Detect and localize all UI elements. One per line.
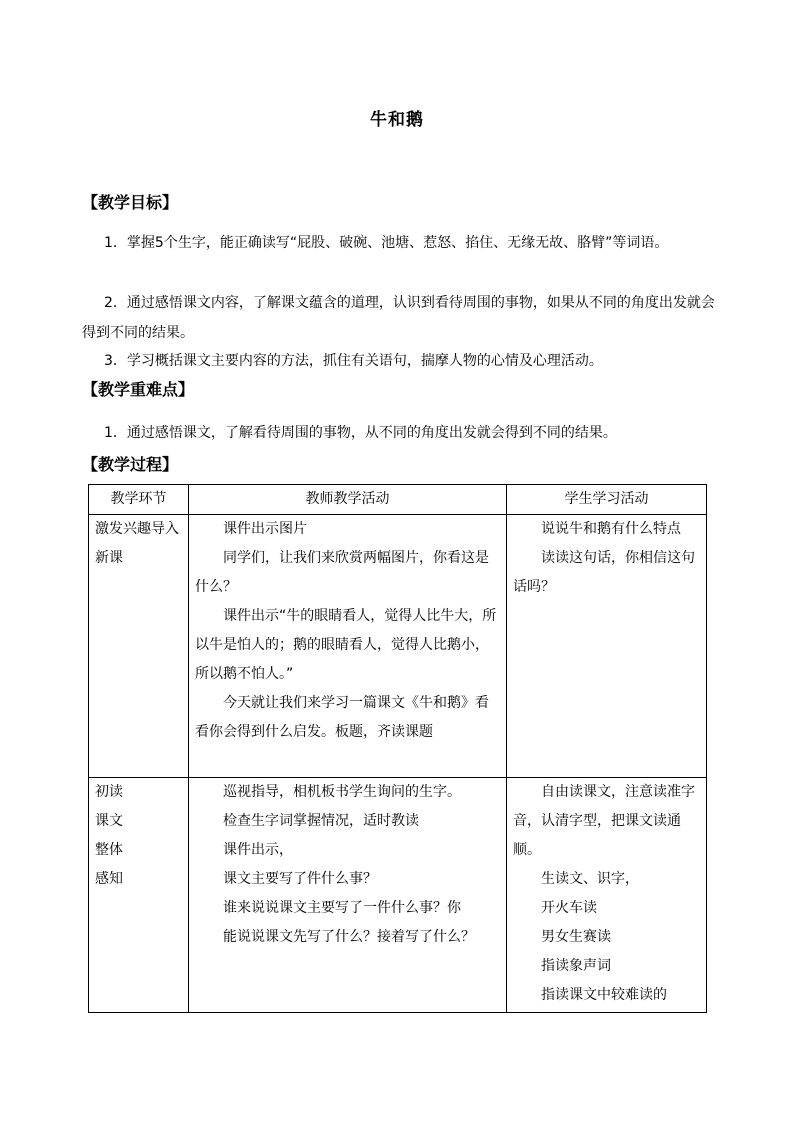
key-point-item-1: 1．通过感悟课文，了解看待周围的事物，从不同的角度出发就会得到不同的结果。 — [104, 425, 617, 441]
teaching-process-table — [88, 484, 707, 1013]
table-row — [89, 515, 707, 778]
teacher-line: 课件出示， — [223, 842, 293, 858]
student-cell — [507, 515, 707, 778]
teacher-line: 课件出示图片 — [223, 521, 307, 537]
stage-cell — [89, 515, 189, 778]
teacher-line: 检查生字词掌握情况，适时教读 — [223, 813, 419, 829]
table-row — [89, 778, 707, 1013]
teacher-cell — [189, 778, 507, 1013]
header-stage: 教学环节 — [89, 485, 189, 515]
student-line: 说说牛和鹅有什么特点 — [541, 521, 681, 537]
document-title: 牛和鹅 — [370, 110, 424, 130]
student-line: 读读这句话，你相信这句话吗？ — [513, 550, 695, 595]
goals-heading: 【教学目标】 — [82, 193, 179, 212]
stage-label-line: 课文 — [95, 813, 123, 829]
stage-label: 激发兴趣导入新课 — [95, 521, 179, 566]
teacher-line: 巡视指导，相机板书学生询问的生字。 — [223, 784, 461, 800]
header-teacher: 教师教学活动 — [189, 485, 507, 515]
goal-item-3: 3．学习概括课文主要内容的方法，抓住有关语句，揣摩人物的心情及心理活动。 — [104, 353, 603, 369]
goal-item-1: 1．掌握5个生字，能正确读写“屁股、破碗、池塘、惹怒、掐住、无缘无故、胳臂”等词语。 — [104, 235, 669, 251]
header-student: 学生学习活动 — [507, 485, 707, 515]
teacher-line: 今天就让我们来学习一篇课文《牛和鹅》看看你会得到什么启发。板题，齐读课题 — [195, 695, 489, 740]
student-line: 生读文、识字， — [541, 871, 639, 887]
teacher-cell — [189, 515, 507, 778]
goal-item-2: 2．通过感悟课文内容，了解课文蕴含的道理，认识到看待周围的事物，如果从不同的角度出发就会得到不同的结果。 — [82, 295, 715, 341]
student-line: 指读课文中较难读的 — [541, 987, 667, 1003]
student-line: 男女生赛读 — [541, 929, 611, 945]
process-heading: 【教学过程】 — [82, 455, 179, 474]
teacher-line: 课文主要写了件什么事？ — [223, 871, 377, 887]
stage-label-line: 整体 — [95, 842, 123, 858]
teacher-line: 同学们，让我们来欣赏两幅图片，你看这是什么？ — [195, 550, 489, 595]
student-cell — [507, 778, 707, 1013]
student-line: 指读象声词 — [541, 958, 611, 974]
teacher-line: 课件出示“牛的眼睛看人，觉得人比牛大，所以牛是怕人的；鹅的眼睛看人，觉得人比鹅小，所以鹅不怕人。” — [195, 608, 497, 682]
stage-cell — [89, 778, 189, 1013]
student-line: 自由读课文，注意读准字音，认清字型，把课文读通顺。 — [513, 784, 695, 858]
stage-label-line: 感知 — [95, 871, 123, 887]
key-points-heading: 【教学重难点】 — [82, 380, 195, 399]
student-line: 开火车读 — [541, 900, 597, 916]
teacher-line: 谁来说说课文主要写了一件什么事？你 — [223, 900, 461, 916]
teacher-line: 能说说课文先写了什么？接着写了什么？ — [223, 929, 475, 945]
table-header-row — [89, 485, 707, 515]
stage-label-line: 初读 — [95, 784, 123, 800]
